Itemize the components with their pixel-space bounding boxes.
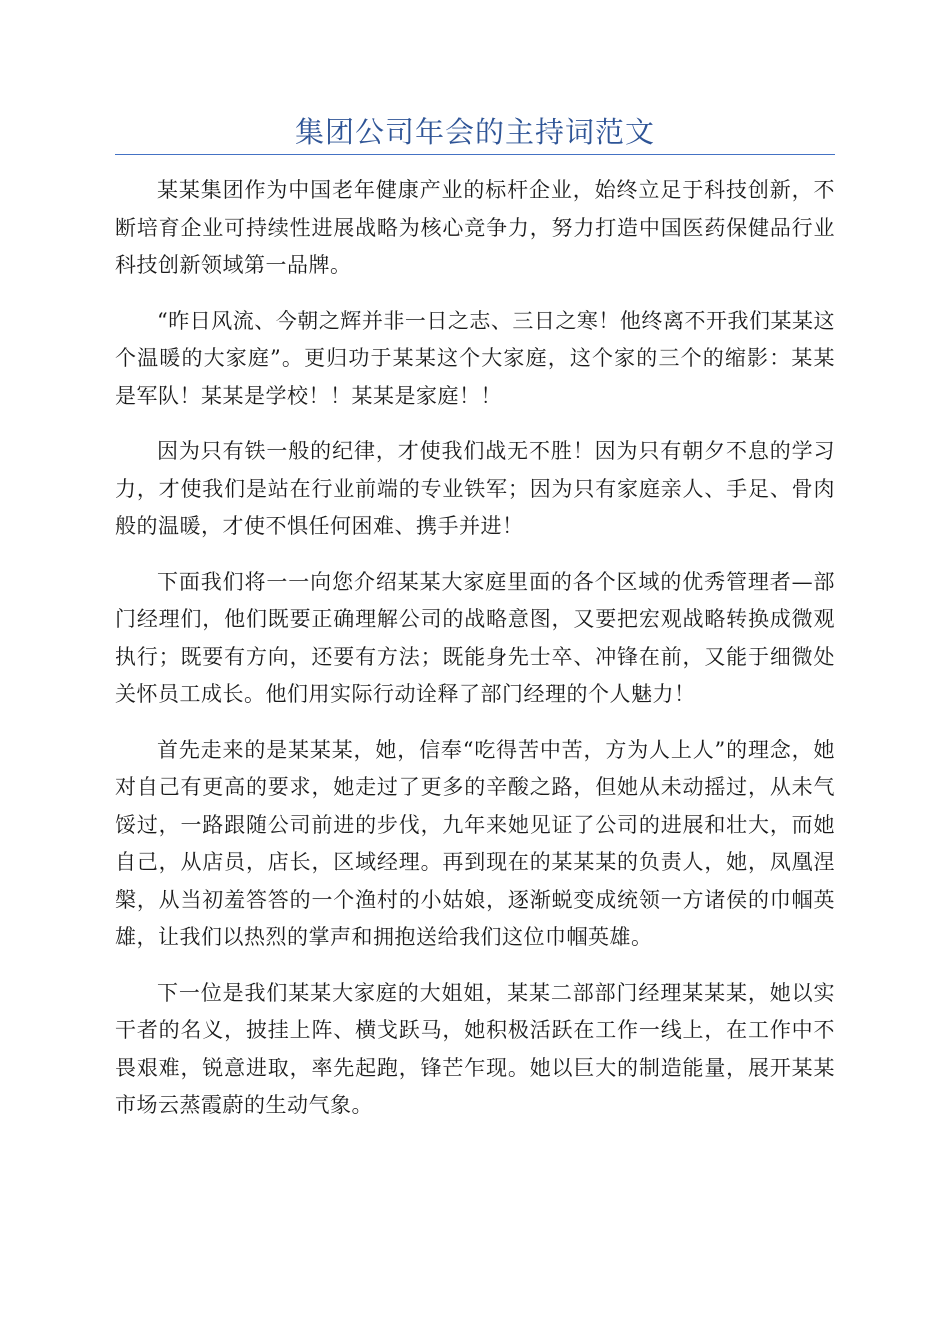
paragraph: 因为只有铁一般的纪律，才使我们战无不胜！因为只有朝夕不息的学习力，才使我们是站在行业前端的专业铁军；因为只有家庭亲人、手足、骨肉般的温暖，才使不惧任何困难、携手并进！ xyxy=(115,439,835,538)
paragraph: 下一位是我们某某大家庭的大姐姐，某某二部部门经理某某某，她以实干者的名义，披挂上阵、横戈跃马，她积极活跃在工作一线上，在工作中不畏艰难，锐意进取，率先起跑，锋芒乍现。她以巨大的制造能量，展开某某市场云蒸霞蔚的生动气象。 xyxy=(115,980,835,1117)
title-underline xyxy=(115,154,835,155)
paragraph: 下面我们将一一向您介绍某某大家庭里面的各个区域的优秀管理者—部门经理们，他们既要正确理解公司的战略意图，又要把宏观战略转换成微观执行；既要有方向，还要有方法；既能身先士卒、冲锋在前，又能于细微处关怀员工成长。他们用实际行动诠释了部门经理的个人魅力！ xyxy=(115,569,835,706)
document-body xyxy=(115,172,835,1143)
paragraph: “昨日风流、今朝之辉并非一日之志、三日之寒！他终离不开我们某某这个温暖的大家庭”。更归功于某某这个大家庭，这个家的三个的缩影：某某是军队！某某是学校！！某某是家庭！！ xyxy=(115,308,835,408)
page-title: 集团公司年会的主持词范文 xyxy=(294,115,655,149)
paragraph: 首先走来的是某某某，她，信奉“吃得苦中苦，方为人上人”的理念，她对自己有更高的要求，她走过了更多的辛酸之路，但她从未动摇过，从未气馁过，一路跟随公司前进的步伐，九年来她见证了公司的进展和壮大，而她自己，从店员，店长，区域经理。再到现在的某某某的负责人，她，凤凰涅槃，从当初羞答答的一个渔村的小姑娘，逐渐蜕变成统领一方诸侯的巾帼英雄，让我们以热烈的掌声和拥抱送给我们这位巾帼英雄。 xyxy=(115,737,835,949)
paragraph: 某某集团作为中国老年健康产业的标杆企业，始终立足于科技创新，不断培育企业可持续性进展战略为核心竞争力，努力打造中国医药保健品行业科技创新领域第一品牌。 xyxy=(115,178,835,277)
